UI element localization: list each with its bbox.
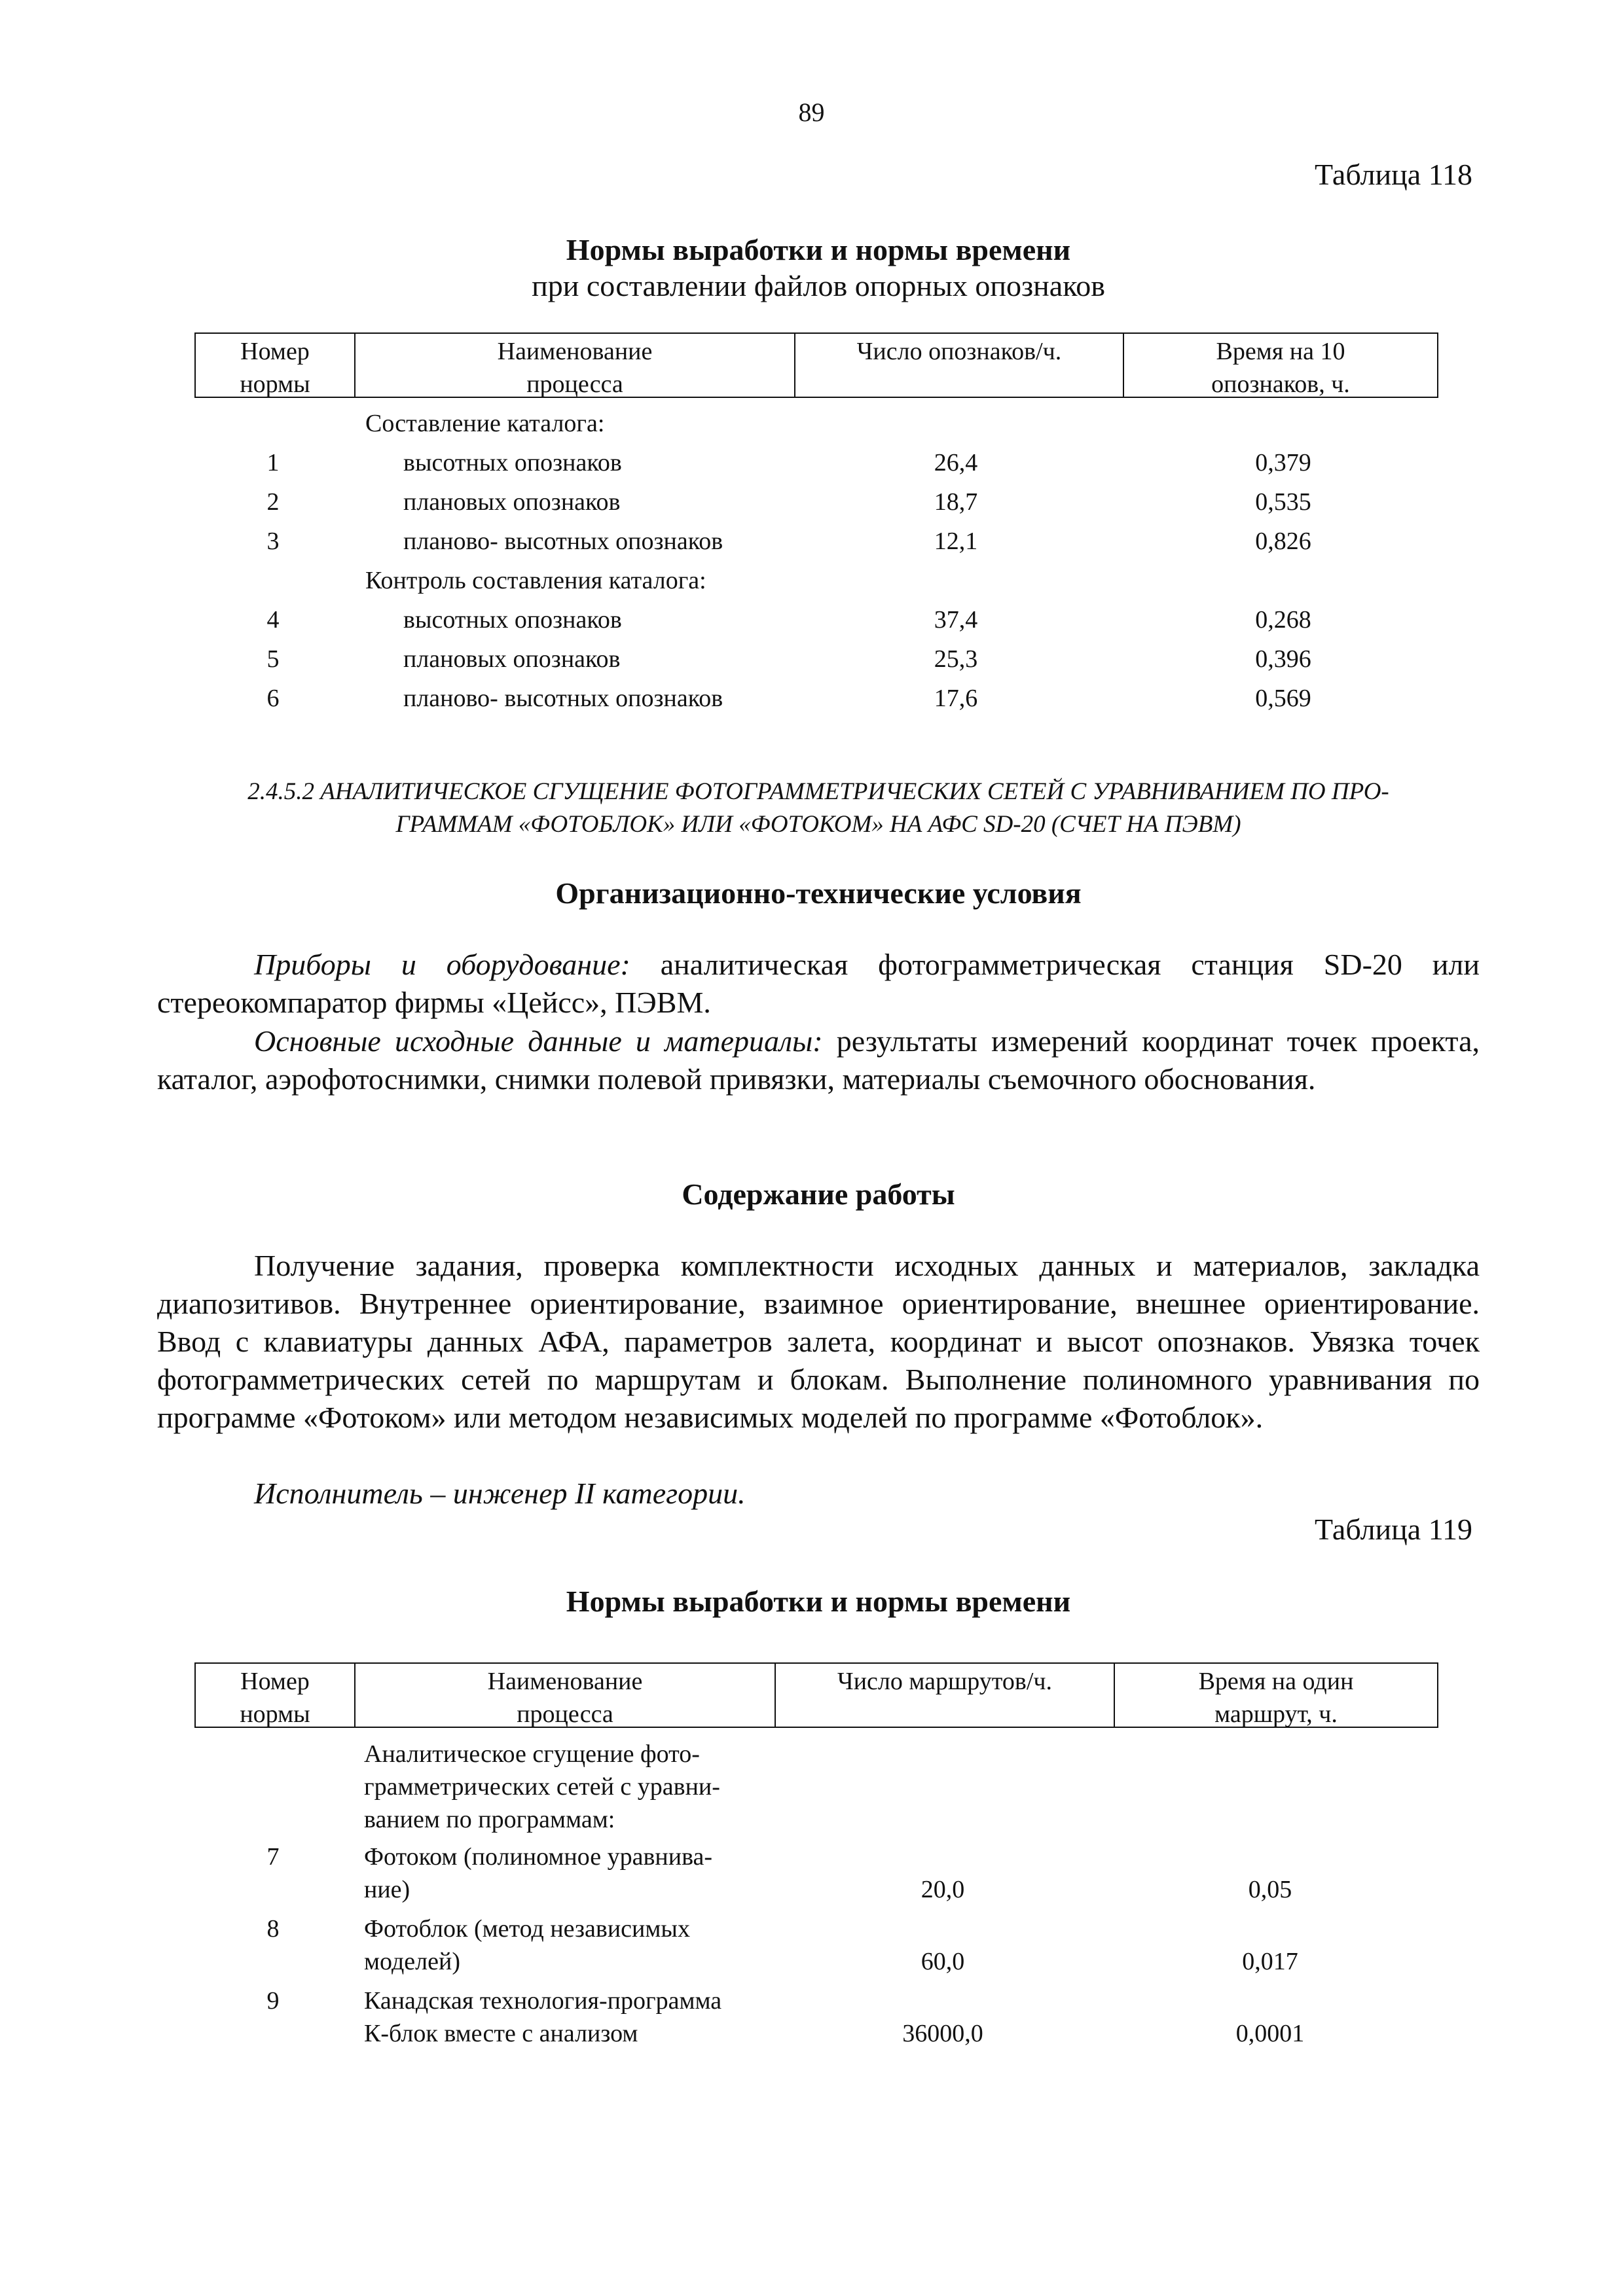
header-process: Наименование процесса xyxy=(356,334,795,397)
table-118-subtitle: при составлении файлов опорных опознаков xyxy=(532,269,1105,302)
table-119-label: Таблица 119 xyxy=(1314,1513,1472,1546)
executor-line: Исполнитель – инженер II категории. xyxy=(254,1477,746,1510)
equipment-paragraph xyxy=(157,946,1480,1022)
work-content-title: Содержание работы xyxy=(682,1177,955,1211)
header-rate: Число маршрутов/ч. xyxy=(776,1664,1115,1727)
table-118-header xyxy=(194,332,1438,398)
table-118-group-control: Контроль составления каталога: xyxy=(365,567,706,594)
materials-text: результаты измерений координат точек проекта, каталог, аэрофотоснимки, снимки полевой привязки, материалы съемочного обоснования. xyxy=(157,1024,1480,1096)
materials-paragraph xyxy=(157,1022,1480,1098)
header-rate: Число опознаков/ч. xyxy=(795,334,1124,397)
table-119-group: Аналитическое сгущение фото- грамметрических сетей с уравни- ванием по программам: xyxy=(364,1740,720,1833)
table-118-title: Нормы выработки и нормы времени xyxy=(566,233,1071,266)
header-process: Наименование процесса xyxy=(356,1664,776,1727)
header-time: Время на один маршрут, ч. xyxy=(1198,1668,1354,1728)
section-heading: 2.4.5.2 АНАЛИТИЧЕСКОЕ СГУЩЕНИЕ ФОТОГРАММЕТРИЧЕСКИХ СЕТЕЙ С УРАВНИВАНИЕМ ПО ПРО- ГРАММАМ «ФОТОБЛОК» ИЛИ «ФОТОКОМ» НА АФС SD-20 (СЧЕТ НА ПЭВМ) xyxy=(247,778,1389,838)
materials-label: Основные исходные данные и материалы: xyxy=(254,1024,823,1058)
org-conditions-title: Организационно-технические условия xyxy=(555,876,1082,910)
table-118-group-compile: Составление каталога: xyxy=(365,410,605,437)
table-119-header xyxy=(194,1662,1438,1728)
table-118-label: Таблица 118 xyxy=(1314,158,1472,191)
header-number: Номер нормы xyxy=(196,334,356,397)
work-content-paragraph: Получение задания, проверка комплектности исходных данных и материалов, закладка диапозитивов. Внутреннее ориентирование, взаимное ориентирование, внешнее ориентирование. Ввод с клавиатуры данных АФА, параметров залета, координат и высот опознаков. Увязка точек фотограмметрических сетей по маршрутам и блокам. Выполнение полиномного уравнивания по программе «Фотоком» или методом независимых моделей по программе «Фотоблок». xyxy=(157,1249,1480,1434)
header-time: Время на 10 опознаков, ч. xyxy=(1211,338,1350,398)
header-number: Номер нормы xyxy=(196,1664,356,1727)
page-number: 89 xyxy=(798,98,825,127)
table-119-title: Нормы выработки и нормы времени xyxy=(566,1585,1071,1618)
equipment-label: Приборы и оборудование: xyxy=(254,948,630,981)
equipment-text: аналитическая фотограмметрическая станция SD-20 или стереокомпаратор фирмы «Цейсс», ПЭВМ. xyxy=(157,948,1480,1019)
